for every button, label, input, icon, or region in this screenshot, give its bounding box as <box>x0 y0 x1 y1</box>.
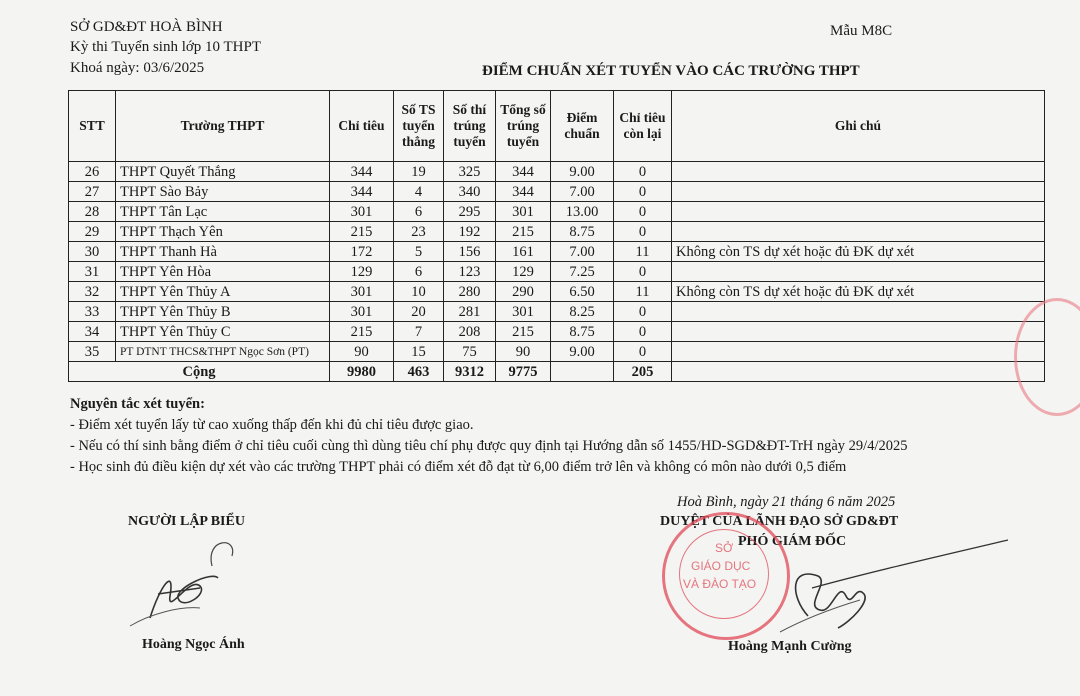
col-header: Điểm chuẩn <box>551 91 614 162</box>
remaining-cell: 11 <box>614 282 672 302</box>
total-cell: 301 <box>496 202 551 222</box>
row-stt: 28 <box>69 202 116 222</box>
cutoff-cell: 9.00 <box>551 342 614 362</box>
exam-name: Kỳ thi Tuyển sinh lớp 10 THPT <box>70 39 262 55</box>
quota-cell: 344 <box>330 162 394 182</box>
cutoff-cell: 6.50 <box>551 282 614 302</box>
passed-cell: 340 <box>444 182 496 202</box>
table-header <box>69 91 1045 162</box>
total-cell: 290 <box>496 282 551 302</box>
col-header: Chỉ tiêu <box>330 91 394 162</box>
total-admitted: 9775 <box>496 362 551 382</box>
remaining-cell: 0 <box>614 222 672 242</box>
passed-cell: 280 <box>444 282 496 302</box>
col-header: Ghi chú <box>672 91 1045 162</box>
cutoff-cell: 7.25 <box>551 262 614 282</box>
row-stt: 33 <box>69 302 116 322</box>
note-cell <box>672 302 1045 322</box>
table-row <box>69 262 1045 282</box>
rules-title: Nguyên tắc xét tuyển: <box>70 396 205 412</box>
table-row <box>69 282 1045 302</box>
note-cell: Không còn TS dự xét hoặc đủ ĐK dự xét <box>672 242 1045 262</box>
direct-cell: 4 <box>394 182 444 202</box>
cutoff-cell: 13.00 <box>551 202 614 222</box>
right-signer-subtitle: PHÓ GIÁM ĐỐC <box>738 534 847 549</box>
table-row <box>69 302 1045 322</box>
direct-cell: 6 <box>394 262 444 282</box>
cutoff-cell: 8.75 <box>551 222 614 242</box>
total-cutoff <box>551 362 614 382</box>
direct-cell: 15 <box>394 342 444 362</box>
remaining-cell: 0 <box>614 202 672 222</box>
row-stt: 29 <box>69 222 116 242</box>
row-stt: 34 <box>69 322 116 342</box>
col-header: Trường THPT <box>116 91 330 162</box>
total-cell: 344 <box>496 162 551 182</box>
admission-rules <box>70 394 907 478</box>
passed-cell: 123 <box>444 262 496 282</box>
note-cell <box>672 202 1045 222</box>
right-signature <box>760 536 1020 646</box>
rule-item: - Điểm xét tuyển lấy từ cao xuống thấp đến khi đủ chỉ tiêu được giao. <box>70 417 474 433</box>
note-cell <box>672 222 1045 242</box>
direct-cell: 10 <box>394 282 444 302</box>
passed-cell: 192 <box>444 222 496 242</box>
total-remaining: 205 <box>614 362 672 382</box>
exam-date: Khoá ngày: 03/6/2025 <box>70 60 205 76</box>
note-cell <box>672 322 1045 342</box>
school-name: THPT Thạch Yên <box>116 222 330 242</box>
cutoff-cell: 7.00 <box>551 182 614 202</box>
table-row <box>69 222 1045 242</box>
cutoff-cell: 8.75 <box>551 322 614 342</box>
school-name: THPT Yên Hòa <box>116 262 330 282</box>
row-stt: 32 <box>69 282 116 302</box>
total-quota: 9980 <box>330 362 394 382</box>
left-signature <box>120 526 260 636</box>
direct-cell: 19 <box>394 162 444 182</box>
school-name: THPT Sào Bảy <box>116 182 330 202</box>
quota-cell: 344 <box>330 182 394 202</box>
cutoff-cell: 8.25 <box>551 302 614 322</box>
left-signer-name: Hoàng Ngọc Ánh <box>142 637 245 652</box>
seal-text: VÀ ĐÀO TẠO <box>683 577 757 591</box>
direct-cell: 6 <box>394 202 444 222</box>
quota-cell: 301 <box>330 302 394 322</box>
place-date: Hoà Bình, ngày 21 tháng 6 năm 2025 <box>677 494 896 510</box>
left-signer-title: NGƯỜI LẬP BIỂU <box>128 514 245 529</box>
col-header: Số thí trúng tuyển <box>444 91 496 162</box>
quota-cell: 90 <box>330 342 394 362</box>
table-row <box>69 242 1045 262</box>
right-signer-title: DUYỆT CỦA LÃNH ĐẠO SỞ GD&ĐT <box>660 514 899 529</box>
form-code: Mẫu M8C <box>830 23 893 39</box>
school-name: PT DTNT THCS&THPT Ngọc Sơn (PT) <box>116 342 330 362</box>
table-row <box>69 322 1045 342</box>
note-cell <box>672 162 1045 182</box>
row-stt: 35 <box>69 342 116 362</box>
total-cell: 161 <box>496 242 551 262</box>
document-title: ĐIỂM CHUẨN XÉT TUYỂN VÀO CÁC TRƯỜNG THPT <box>482 63 860 79</box>
quota-cell: 172 <box>330 242 394 262</box>
school-name: THPT Tân Lạc <box>116 202 330 222</box>
school-name: THPT Yên Thủy C <box>116 322 330 342</box>
total-cell: 301 <box>496 302 551 322</box>
cutoff-cell: 7.00 <box>551 242 614 262</box>
col-header: STT <box>69 91 116 162</box>
remaining-cell: 0 <box>614 302 672 322</box>
seal-text: GIÁO DỤC <box>691 559 751 573</box>
remaining-cell: 0 <box>614 262 672 282</box>
remaining-cell: 0 <box>614 182 672 202</box>
remaining-cell: 0 <box>614 342 672 362</box>
rule-item: - Học sinh đủ điều kiện dự xét vào các trường THPT phải có điểm xét đỗ đạt từ 6,00 điểm trở lên và không có môn nào dưới 0,5 điểm <box>70 459 847 475</box>
remaining-cell: 0 <box>614 162 672 182</box>
school-name: THPT Yên Thủy A <box>116 282 330 302</box>
note-cell: Không còn TS dự xét hoặc đủ ĐK dự xét <box>672 282 1045 302</box>
total-cell: 90 <box>496 342 551 362</box>
total-passed: 9312 <box>444 362 496 382</box>
cutoff-cell: 9.00 <box>551 162 614 182</box>
passed-cell: 156 <box>444 242 496 262</box>
note-cell <box>672 182 1045 202</box>
passed-cell: 325 <box>444 162 496 182</box>
col-header: Số TS tuyển thẳng <box>394 91 444 162</box>
org-name: SỞ GD&ĐT HOÀ BÌNH <box>70 19 223 35</box>
col-header: Chỉ tiêu còn lại <box>614 91 672 162</box>
note-cell <box>672 262 1045 282</box>
total-note <box>672 362 1045 382</box>
passed-cell: 208 <box>444 322 496 342</box>
total-cell: 215 <box>496 222 551 242</box>
note-cell <box>672 342 1045 362</box>
quota-cell: 301 <box>330 202 394 222</box>
quota-cell: 129 <box>330 262 394 282</box>
total-cell: 344 <box>496 182 551 202</box>
direct-cell: 23 <box>394 222 444 242</box>
col-header: Tổng số trúng tuyển <box>496 91 551 162</box>
passed-cell: 75 <box>444 342 496 362</box>
row-stt: 30 <box>69 242 116 262</box>
total-row <box>69 362 1045 382</box>
direct-cell: 7 <box>394 322 444 342</box>
school-name: THPT Thanh Hà <box>116 242 330 262</box>
row-stt: 31 <box>69 262 116 282</box>
direct-cell: 20 <box>394 302 444 322</box>
cutoff-score-table <box>68 90 1045 382</box>
table-row <box>69 202 1045 222</box>
total-cell: 215 <box>496 322 551 342</box>
remaining-cell: 11 <box>614 242 672 262</box>
quota-cell: 301 <box>330 282 394 302</box>
table-row <box>69 162 1045 182</box>
school-name: THPT Yên Thủy B <box>116 302 330 322</box>
passed-cell: 281 <box>444 302 496 322</box>
seal-text: SỞ <box>715 541 734 555</box>
table-row <box>69 342 1045 362</box>
right-signer-name: Hoàng Mạnh Cường <box>728 639 852 654</box>
school-name: THPT Quyết Thắng <box>116 162 330 182</box>
total-label: Cộng <box>69 362 330 382</box>
remaining-cell: 0 <box>614 322 672 342</box>
quota-cell: 215 <box>330 222 394 242</box>
rule-item: - Nếu có thí sinh bằng điểm ở chỉ tiêu cuối cùng thì dùng tiêu chí phụ được quy định tại Hướng dẫn số 1455/HD-SGD&ĐT-TrH ngày 29/4/2025 <box>70 438 908 454</box>
row-stt: 27 <box>69 182 116 202</box>
total-direct: 463 <box>394 362 444 382</box>
table-row <box>69 182 1045 202</box>
total-cell: 129 <box>496 262 551 282</box>
quota-cell: 215 <box>330 322 394 342</box>
passed-cell: 295 <box>444 202 496 222</box>
row-stt: 26 <box>69 162 116 182</box>
direct-cell: 5 <box>394 242 444 262</box>
table-body <box>69 162 1045 362</box>
